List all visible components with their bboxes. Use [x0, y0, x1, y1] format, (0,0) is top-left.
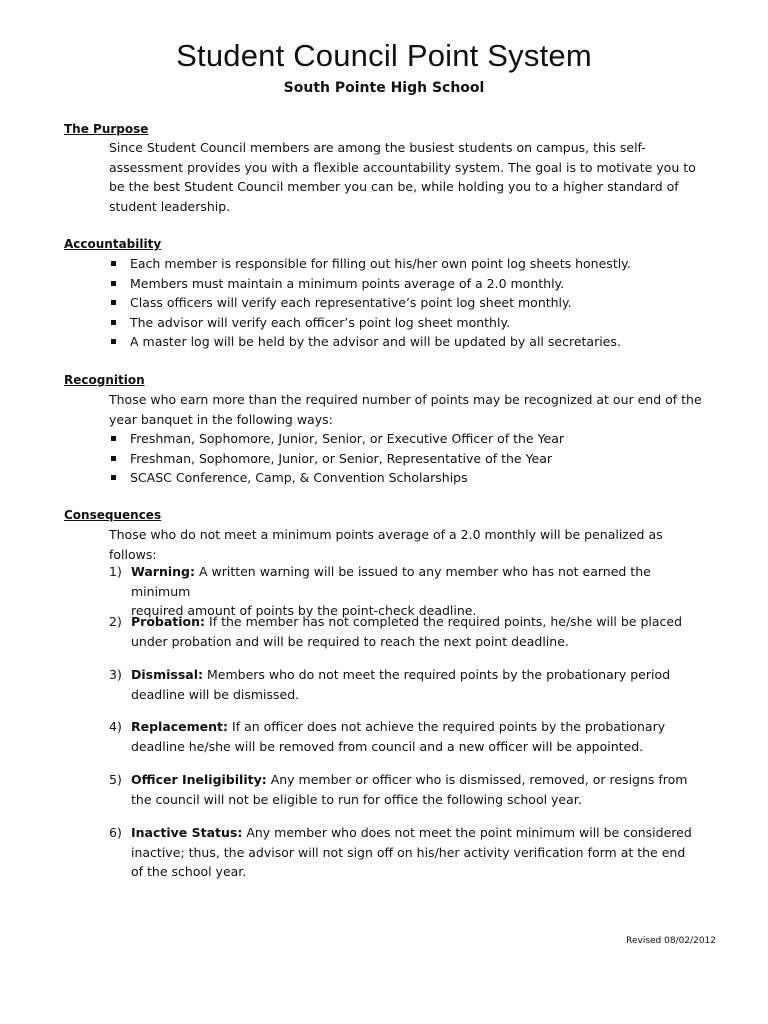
- item-text-line: under probation and will be required to reach the next point deadline.: [131, 633, 569, 649]
- consequences-intro: Those who do not meet a minimum points average of a 2.0 monthly will be penalized as follows:: [109, 527, 663, 562]
- list-item-text: Class officers will verify each representative’s point log sheet monthly.: [130, 295, 572, 310]
- document-title: Student Council Point System: [176, 38, 592, 73]
- consequence-item: [109, 665, 709, 704]
- consequences-heading: Consequences: [64, 508, 162, 522]
- list-item-text: Each member is responsible for filling out his/her own point log sheets honestly.: [130, 256, 631, 271]
- item-term: Officer Ineligibility:: [131, 772, 267, 787]
- purpose-line: assessment provides you with a flexible accountability system. The goal is to motivate you to: [109, 159, 696, 175]
- bullet-icon: [111, 339, 116, 344]
- item-body: [131, 823, 709, 882]
- document-subtitle: South Pointe High School: [283, 80, 485, 96]
- bullet-icon: [111, 475, 116, 480]
- item-body: [131, 665, 709, 704]
- recognition-list: [109, 429, 709, 488]
- item-term: Replacement:: [131, 719, 229, 734]
- accountability-list: [109, 254, 709, 352]
- list-item: [109, 332, 709, 352]
- recognition-paragraph: [109, 390, 709, 429]
- purpose-line: student leadership.: [109, 198, 231, 214]
- item-text-line: inactive; thus, the advisor will not sign off on his/her activity verification form at the end: [131, 844, 686, 860]
- list-item: [109, 254, 709, 274]
- accountability-heading: Accountability: [64, 237, 162, 251]
- purpose-heading: The Purpose: [64, 122, 149, 136]
- item-term: Warning:: [131, 564, 195, 579]
- bullet-icon: [111, 261, 116, 266]
- list-item-text: SCASC Conference, Camp, & Convention Scholarships: [130, 470, 468, 485]
- bullet-icon: [111, 456, 116, 461]
- consequence-item: [109, 770, 709, 809]
- item-number: 2): [109, 614, 122, 629]
- item-text-line: the council will not be eligible to run for office the following school year.: [131, 791, 582, 807]
- recognition-line: year banquet in the following ways:: [109, 411, 333, 427]
- list-item: [109, 468, 709, 488]
- item-text-line: required amount of points by the point-check deadline.: [131, 603, 477, 618]
- consequence-item: [109, 717, 709, 756]
- item-text: If the member has not completed the required points, he/she will be placed: [205, 614, 683, 629]
- item-number: 5): [109, 772, 122, 787]
- purpose-line: Since Student Council members are among the busiest students on campus, this self-: [109, 140, 646, 155]
- consequence-item: [109, 823, 709, 882]
- item-number: 6): [109, 825, 122, 840]
- item-text: Any member who does not meet the point minimum will be considered: [242, 825, 692, 840]
- item-term: Probation:: [131, 614, 206, 629]
- purpose-line: be the best Student Council member you can be, while holding you to a higher standard of: [109, 179, 679, 194]
- bullet-icon: [111, 436, 116, 441]
- item-number: 1): [109, 564, 122, 579]
- purpose-paragraph: [109, 138, 709, 216]
- list-item-text: A master log will be held by the advisor and will be updated by all secretaries.: [130, 334, 621, 349]
- item-number: 4): [109, 719, 122, 734]
- bullet-icon: [111, 300, 116, 305]
- item-text: Any member or officer who is dismissed, removed, or resigns from: [266, 772, 688, 787]
- list-item: [109, 274, 709, 294]
- item-term: Inactive Status:: [131, 825, 243, 840]
- item-text: Members who do not meet the required points by the probationary period: [203, 667, 671, 682]
- item-body: [131, 612, 709, 651]
- bullet-icon: [111, 281, 116, 286]
- list-item-text: Members must maintain a minimum points average of a 2.0 monthly.: [130, 275, 565, 291]
- item-term: Dismissal:: [131, 667, 204, 682]
- consequence-item: [109, 612, 709, 651]
- list-item-text: Freshman, Sophomore, Junior, or Senior, Representative of the Year: [130, 450, 553, 466]
- item-body: [131, 717, 709, 756]
- list-item: [109, 449, 709, 469]
- list-item: [109, 293, 709, 313]
- list-item-text: The advisor will verify each officer’s point log sheet monthly.: [130, 314, 511, 330]
- item-text-line: deadline he/she will be removed from council and a new officer will be appointed.: [131, 738, 644, 754]
- item-text-line: deadline will be dismissed.: [131, 686, 300, 702]
- item-number: 3): [109, 667, 122, 682]
- recognition-line: Those who earn more than the required number of points may be recognized at our end of the: [109, 392, 702, 407]
- list-item: [109, 313, 709, 333]
- list-item-text: Freshman, Sophomore, Junior, Senior, or Executive Officer of the Year: [130, 431, 565, 446]
- item-body: [131, 770, 709, 809]
- list-item: [109, 429, 709, 449]
- item-text-line: of the school year.: [131, 864, 247, 879]
- recognition-heading: Recognition: [64, 373, 145, 387]
- item-text: A written warning will be issued to any member who has not earned the minimum: [131, 564, 651, 599]
- item-text: If an officer does not achieve the required points by the probationary: [228, 719, 666, 734]
- bullet-icon: [111, 320, 116, 325]
- revision-date: Revised 08/02/2012: [626, 936, 716, 946]
